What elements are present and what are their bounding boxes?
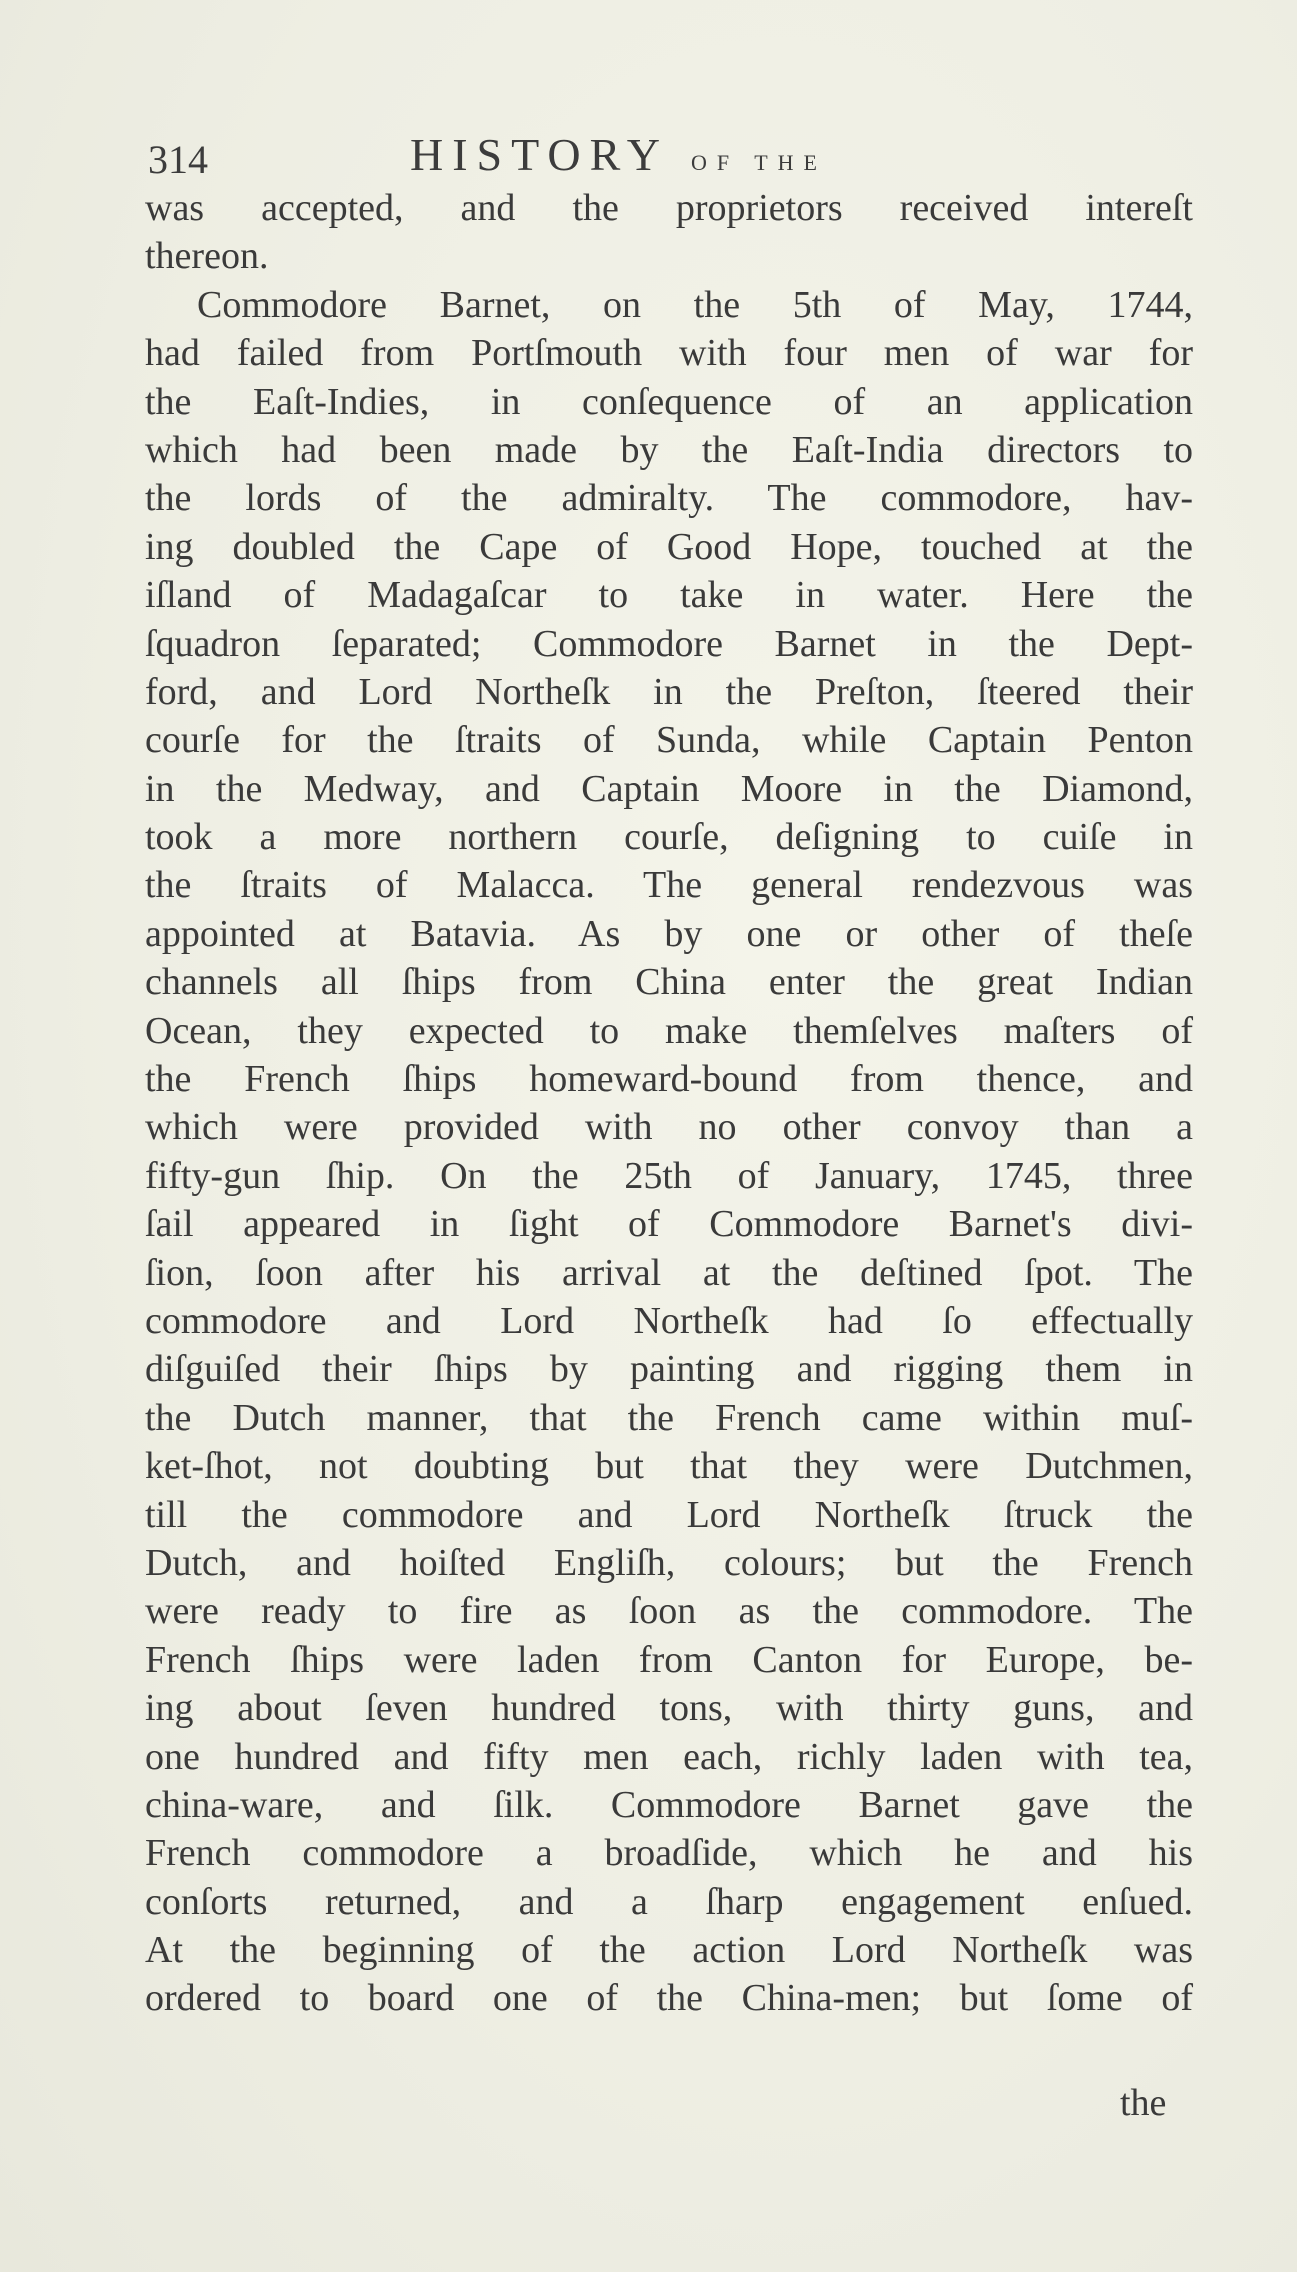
running-head-main: HISTORY: [410, 129, 669, 180]
text-line: the Dutch manner, that the French came within muſ-: [145, 1396, 1193, 1439]
text-line: commodore and Lord Northeſk had ſo effectually: [145, 1299, 1193, 1342]
page-number: 314: [148, 137, 208, 182]
text-line: was accepted, and the proprietors received intereſt: [145, 187, 1193, 229]
text-line: ſquadron ſeparated; Commodore Barnet in the Dept-: [145, 622, 1193, 665]
text-line: ing about ſeven hundred tons, with thirty guns, and: [145, 1687, 1193, 1730]
text-line: French commodore a broadſide, which he and his: [145, 1832, 1193, 1875]
text-line: one hundred and fifty men each, richly laden with tea,: [145, 1735, 1193, 1778]
body-text: [145, 184, 1193, 2023]
text-line: iſland of Madagaſcar to take in water. Here the: [145, 574, 1193, 617]
text-line: thereon.: [145, 235, 269, 278]
text-line: channels all ſhips from China enter the great Indian: [145, 961, 1193, 1004]
text-line: which had been made by the Eaſt-India directors to: [145, 428, 1193, 471]
text-line: ford, and Lord Northeſk in the Preſton, ſteered their: [145, 670, 1193, 713]
text-line: took a more northern courſe, deſigning to cuiſe in: [145, 816, 1193, 859]
text-line: fifty-gun ſhip. On the 25th of January, 1745, three: [145, 1154, 1193, 1197]
text-line: appointed at Batavia. As by one or other of theſe: [145, 912, 1193, 955]
text-line: the French ſhips homeward-bound from thence, and: [145, 1058, 1193, 1101]
text-line: had failed from Portſmouth with four men of war for: [145, 332, 1193, 375]
text-line: Ocean, they expected to make themſelves maſters of: [145, 1009, 1193, 1052]
text-line: the Eaſt-Indies, in conſequence of an application: [145, 380, 1193, 423]
text-line: which were provided with no other convoy than a: [145, 1106, 1193, 1149]
text-line: ſail appeared in ſight of Commodore Barnet's divi-: [145, 1203, 1193, 1246]
text-line: At the beginning of the action Lord Northeſk was: [145, 1929, 1193, 1972]
running-head: [410, 128, 827, 181]
text-line: ket-ſhot, not doubting but that they were Dutchmen,: [145, 1445, 1193, 1488]
text-line: till the commodore and Lord Northeſk ſtruck the: [145, 1493, 1193, 1536]
text-line: the ſtraits of Malacca. The general rendezvous was: [145, 864, 1193, 907]
text-line: were ready to fire as ſoon as the commodore. The: [145, 1590, 1193, 1633]
text-line: in the Medway, and Captain Moore in the Diamond,: [145, 767, 1193, 810]
text-line: ing doubled the Cape of Good Hope, touched at the: [145, 525, 1193, 568]
text-line: china-ware, and ſilk. Commodore Barnet gave the: [145, 1783, 1193, 1826]
catchword: the: [1120, 2082, 1167, 2124]
running-head-small: OF THE: [690, 150, 827, 175]
text-line: diſguiſed their ſhips by painting and rigging them in: [145, 1348, 1193, 1391]
text-line: conſorts returned, and a ſharp engagement enſued.: [145, 1880, 1193, 1923]
text-line: ordered to board one of the China-men; but ſome of: [145, 1977, 1193, 2020]
text-line: courſe for the ſtraits of Sunda, while Captain Penton: [145, 719, 1193, 762]
text-line: ſion, ſoon after his arrival at the deſtined ſpot. The: [145, 1251, 1193, 1294]
text-line: the lords of the admiralty. The commodore, hav-: [145, 477, 1193, 520]
text-line: Commodore Barnet, on the 5th of May, 1744,: [197, 283, 1193, 326]
text-line: Dutch, and hoiſted Engliſh, colours; but the French: [145, 1541, 1193, 1584]
text-line: French ſhips were laden from Canton for Europe, be-: [145, 1638, 1193, 1681]
page-header: [148, 128, 1188, 188]
